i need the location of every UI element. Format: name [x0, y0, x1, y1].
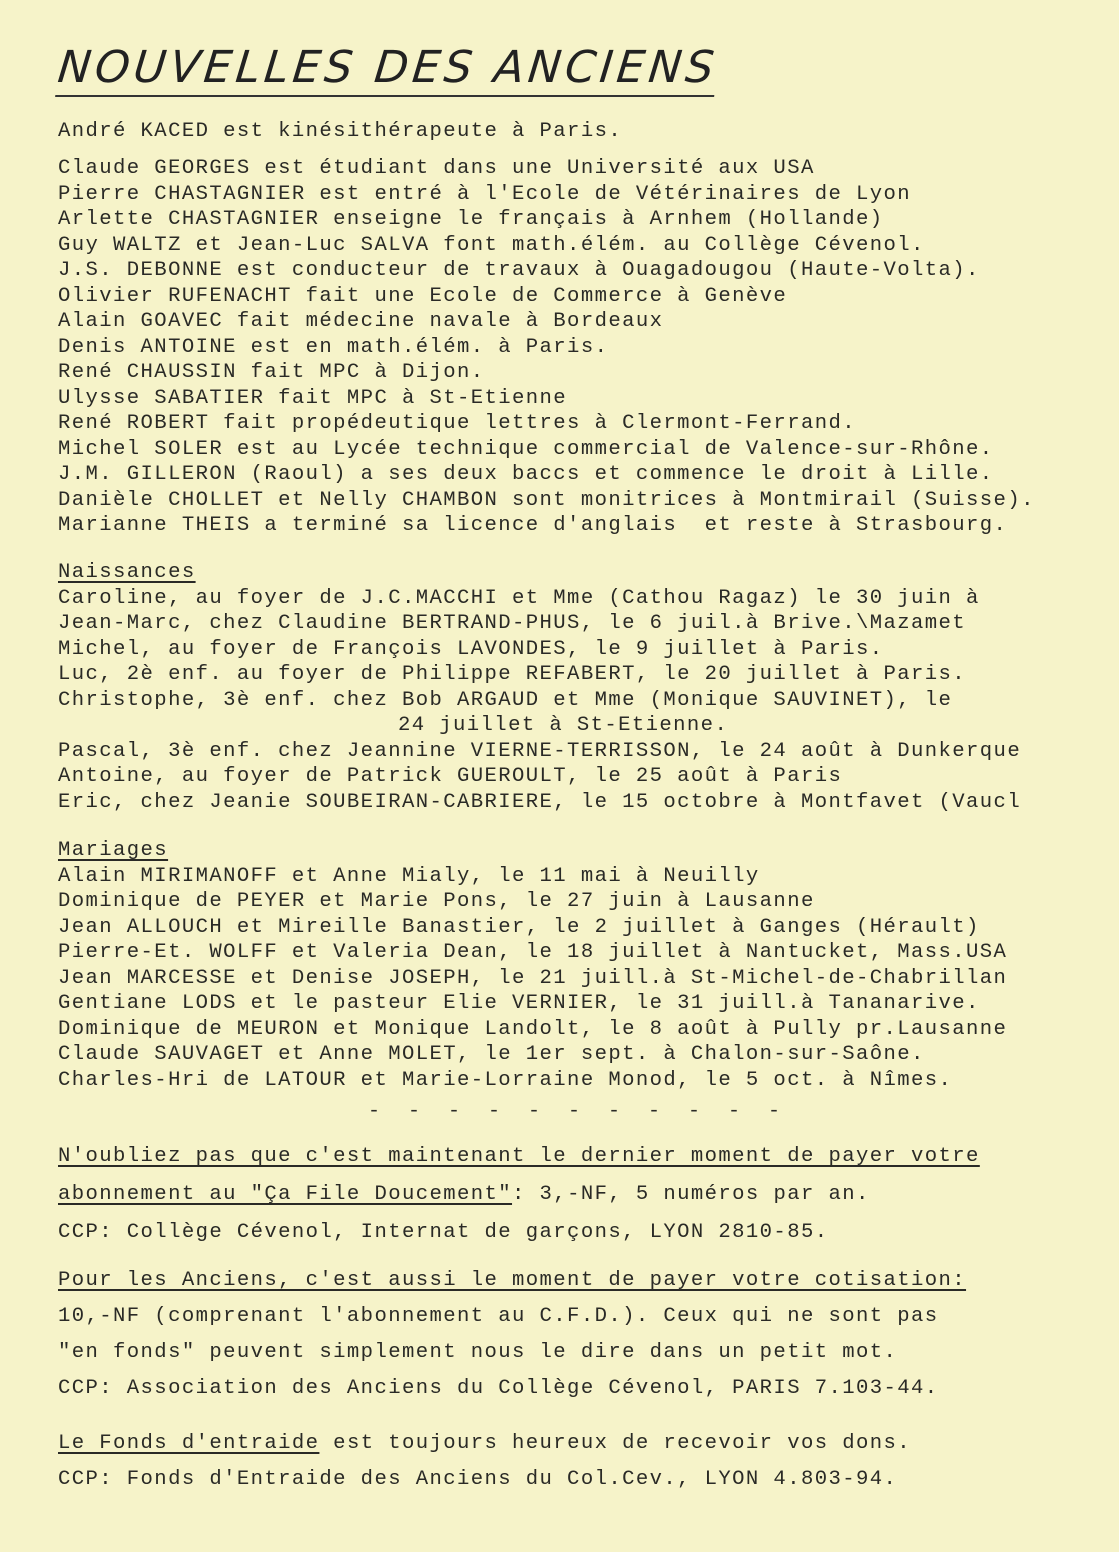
mariage-line: Claude SAUVAGET et Anne MOLET, le 1er sept. à Chalon-sur-Saône.	[58, 1043, 925, 1066]
cotisation-line2: 10,-NF (comprenant l'abonnement au C.F.D.). Ceux qui ne sont pas	[58, 1305, 939, 1328]
naissance-line: Christophe, 3è enf. chez Bob ARGAUD et Mme (Monique SAUVINET), le	[58, 688, 953, 712]
news-line: J.M. GILLERON (Raoul) a ses deux baccs et commence le droit à Lille.	[58, 463, 994, 486]
naissance-line: Antoine, au foyer de Patrick GUEROULT, le 25 août à Paris	[58, 765, 843, 788]
naissance-line: Eric, chez Jeanie SOUBEIRAN-CABRIERE, le 15 octobre à Montfavet (Vaucl	[58, 790, 1022, 814]
mariage-line: Alain MIRIMANOFF et Anne Mialy, le 11 mai à Neuilly	[58, 864, 760, 888]
cotisation-line1: Pour les Anciens, c'est aussi le moment de payer votre cotisation:	[58, 1269, 967, 1292]
cotisation-line3: "en fonds" peuvent simplement nous le dire dans un petit mot.	[58, 1341, 898, 1364]
page-title: NOUVELLES DES ANCIENS	[55, 42, 720, 97]
entraide-ccp: CCP: Fonds d'Entraide des Anciens du Col.Cev., LYON 4.803-94.	[58, 1468, 898, 1491]
naissance-line: 24 juillet à St-Etienne.	[398, 714, 729, 737]
mariage-line: Dominique de PEYER et Marie Pons, le 27 juin à Lausanne	[58, 890, 815, 913]
naissance-line: Caroline, au foyer de J.C.MACCHI et Mme (Cathou Ragaz) le 30 juin à	[58, 586, 980, 610]
mariage-line: Charles-Hri de LATOUR et Marie-Lorraine Monod, le 5 oct. à Nîmes.	[58, 1068, 953, 1092]
naissances-section	[58, 560, 1098, 815]
mariage-line: Dominique de MEURON et Monique Landolt, le 8 août à Pully pr.Lausanne	[58, 1017, 1008, 1041]
abonnement-price: : 3,-NF, 5 numéros par an.	[512, 1183, 870, 1206]
news-list	[58, 156, 1098, 539]
news-line: René ROBERT fait propédeutique lettres à Clermont-Ferrand.	[58, 412, 856, 435]
news-line: Denis ANTOINE est en math.élém. à Paris.	[58, 335, 609, 359]
cotisation-ccp: CCP: Association des Anciens du Collège Cévenol, PARIS 7.103-44.	[58, 1377, 939, 1400]
news-line: Arlette CHASTAGNIER enseigne le français à Arnhem (Hollande)	[58, 208, 884, 231]
news-line: Guy WALTZ et Jean-Luc SALVA font math.élém. au Collège Cévenol.	[58, 233, 925, 257]
news-line: Olivier RUFENACHT fait une Ecole de Commerce à Genève	[58, 284, 788, 308]
naissance-line: Luc, 2è enf. au foyer de Philippe REFABERT, le 20 juillet à Paris.	[58, 663, 967, 686]
news-line: J.S. DEBONNE est conducteur de travaux à Ouagadougou (Haute-Volta).	[58, 259, 980, 282]
separator: - - - - - - - - - - -	[368, 1100, 789, 1123]
abonnement-section	[58, 1138, 1098, 1252]
news-line: Michel SOLER est au Lycée technique commercial de Valence-sur-Rhône.	[58, 437, 994, 461]
cotisation-section	[58, 1263, 1098, 1407]
news-line: Alain GOAVEC fait médecine navale à Bordeaux	[58, 310, 664, 333]
mariage-line: Jean MARCESSE et Denise JOSEPH, le 21 juill.à St-Michel-de-Chabrillan	[58, 966, 1008, 990]
abonnement-title: abonnement au "Ça File Doucement"	[58, 1183, 513, 1206]
mariages-heading: Mariages	[58, 839, 169, 862]
news-line: René CHAUSSIN fait MPC à Dijon.	[58, 361, 485, 384]
naissances-heading: Naissances	[58, 561, 196, 584]
naissance-line: Michel, au foyer de François LAVONDES, le 9 juillet à Paris.	[58, 637, 884, 661]
entraide-text: est toujours heureux de recevoir vos dons.	[319, 1432, 912, 1455]
entraide-section	[58, 1426, 1098, 1498]
mariage-line: Gentiane LODS et le pasteur Elie VERNIER, le 31 juill.à Tananarive.	[58, 992, 980, 1015]
news-line: André KACED est kinésithérapeute à Paris.	[58, 120, 623, 143]
news-line: Claude GEORGES est étudiant dans une Université aux USA	[58, 157, 815, 180]
news-line: Danièle CHOLLET et Nelly CHAMBON sont monitrices à Montmirail (Suisse).	[58, 488, 1035, 512]
naissance-line: Pascal, 3è enf. chez Jeannine VIERNE-TERRISSON, le 24 août à Dunkerque	[58, 739, 1022, 763]
entraide-title: Le Fonds d'entraide	[58, 1432, 320, 1455]
naissance-line: Jean-Marc, chez Claudine BERTRAND-PHUS, le 6 juil.à Brive.\Mazamet	[58, 612, 967, 635]
news-line: Marianne THEIS a terminé sa licence d'anglais et reste à Strasbourg.	[58, 514, 1008, 537]
abonnement-ccp: CCP: Collège Cévenol, Internat de garçons, LYON 2810-85.	[58, 1221, 829, 1244]
news-line: Ulysse SABATIER fait MPC à St-Etienne	[58, 386, 568, 410]
mariages-section	[58, 838, 1098, 1093]
mariage-line: Pierre-Et. WOLFF et Valeria Dean, le 18 juillet à Nantucket, Mass.USA	[58, 941, 1008, 964]
news-first	[58, 119, 1098, 145]
mariage-line: Jean ALLOUCH et Mireille Banastier, le 2 juillet à Ganges (Hérault)	[58, 915, 980, 939]
abonnement-line1: N'oubliez pas que c'est maintenant le dernier moment de payer votre	[58, 1145, 980, 1168]
news-line: Pierre CHASTAGNIER est entré à l'Ecole de Vétérinaires de Lyon	[58, 182, 912, 206]
